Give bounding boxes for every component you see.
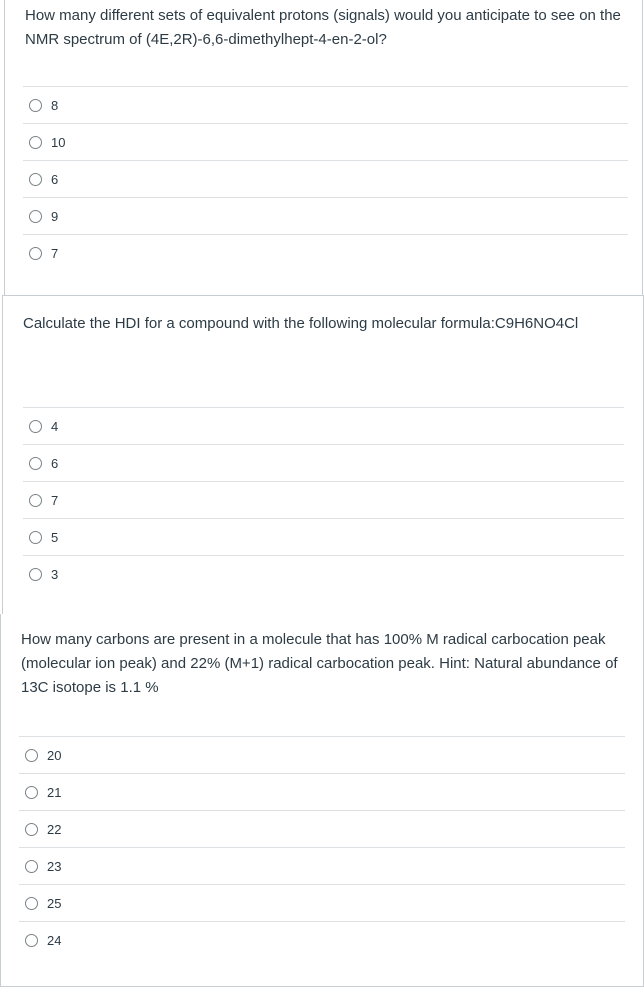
radio-button-icon[interactable] bbox=[29, 494, 42, 507]
question-2-text: Calculate the HDI for a compound with the following molecular formula:C9H6NO4Cl bbox=[23, 315, 579, 332]
answer-label: 25 bbox=[47, 895, 62, 911]
answer-label: 7 bbox=[51, 245, 59, 261]
answer-label: 6 bbox=[51, 171, 59, 187]
radio-button-icon[interactable] bbox=[29, 457, 42, 470]
answer-label: 3 bbox=[51, 566, 59, 582]
answer-label: 8 bbox=[51, 97, 59, 113]
radio-button-icon[interactable] bbox=[29, 420, 42, 433]
question-3-answers bbox=[19, 736, 625, 958]
question-3 bbox=[0, 614, 644, 987]
answer-option[interactable] bbox=[23, 86, 628, 123]
radio-button-icon[interactable] bbox=[25, 897, 38, 910]
radio-button-icon[interactable] bbox=[25, 860, 38, 873]
radio-button-icon[interactable] bbox=[29, 531, 42, 544]
radio-button-icon[interactable] bbox=[29, 99, 42, 112]
answer-label: 21 bbox=[47, 784, 62, 800]
answer-label: 22 bbox=[47, 821, 62, 837]
answer-label: 6 bbox=[51, 455, 59, 471]
question-2 bbox=[2, 295, 644, 615]
answer-label: 5 bbox=[51, 529, 59, 545]
answer-option[interactable] bbox=[23, 481, 624, 518]
answer-label: 4 bbox=[51, 418, 59, 434]
answer-label: 9 bbox=[51, 208, 59, 224]
radio-button-icon[interactable] bbox=[29, 173, 42, 186]
answer-option[interactable] bbox=[19, 847, 625, 884]
radio-button-icon[interactable] bbox=[29, 568, 42, 581]
answer-label: 10 bbox=[51, 134, 66, 150]
radio-button-icon[interactable] bbox=[29, 210, 42, 223]
answer-option[interactable] bbox=[23, 160, 628, 197]
answer-option[interactable] bbox=[23, 407, 624, 444]
radio-button-icon[interactable] bbox=[25, 934, 38, 947]
answer-option[interactable] bbox=[23, 197, 628, 234]
answer-option[interactable] bbox=[19, 884, 625, 921]
answer-option[interactable] bbox=[19, 921, 625, 958]
question-1 bbox=[4, 0, 643, 296]
radio-button-icon[interactable] bbox=[25, 786, 38, 799]
radio-button-icon[interactable] bbox=[29, 247, 42, 260]
answer-option[interactable] bbox=[23, 444, 624, 481]
answer-option[interactable] bbox=[23, 555, 624, 592]
answer-option[interactable] bbox=[19, 736, 625, 773]
answer-option[interactable] bbox=[19, 773, 625, 810]
answer-label: 20 bbox=[47, 747, 62, 763]
question-1-text: How many different sets of equivalent protons (signals) would you anticipate to see on the NMR spectrum of (4E,2R)-6,6-dimethylhept-4-en-2-ol? bbox=[25, 7, 621, 48]
radio-button-icon[interactable] bbox=[25, 823, 38, 836]
answer-option[interactable] bbox=[23, 123, 628, 160]
answer-option[interactable] bbox=[19, 810, 625, 847]
question-1-answers bbox=[23, 86, 628, 271]
answer-label: 7 bbox=[51, 492, 59, 508]
radio-button-icon[interactable] bbox=[25, 749, 38, 762]
answer-label: 24 bbox=[47, 932, 62, 948]
radio-button-icon[interactable] bbox=[29, 136, 42, 149]
answer-option[interactable] bbox=[23, 518, 624, 555]
answer-option[interactable] bbox=[23, 234, 628, 271]
question-2-answers bbox=[23, 407, 624, 592]
question-3-text: How many carbons are present in a molecule that has 100% M radical carbocation peak (molecular ion peak) and 22% (M+1) radical carbocation peak. Hint: Natural abundance of 13C isotope is 1.1 % bbox=[21, 631, 618, 696]
answer-label: 23 bbox=[47, 858, 62, 874]
